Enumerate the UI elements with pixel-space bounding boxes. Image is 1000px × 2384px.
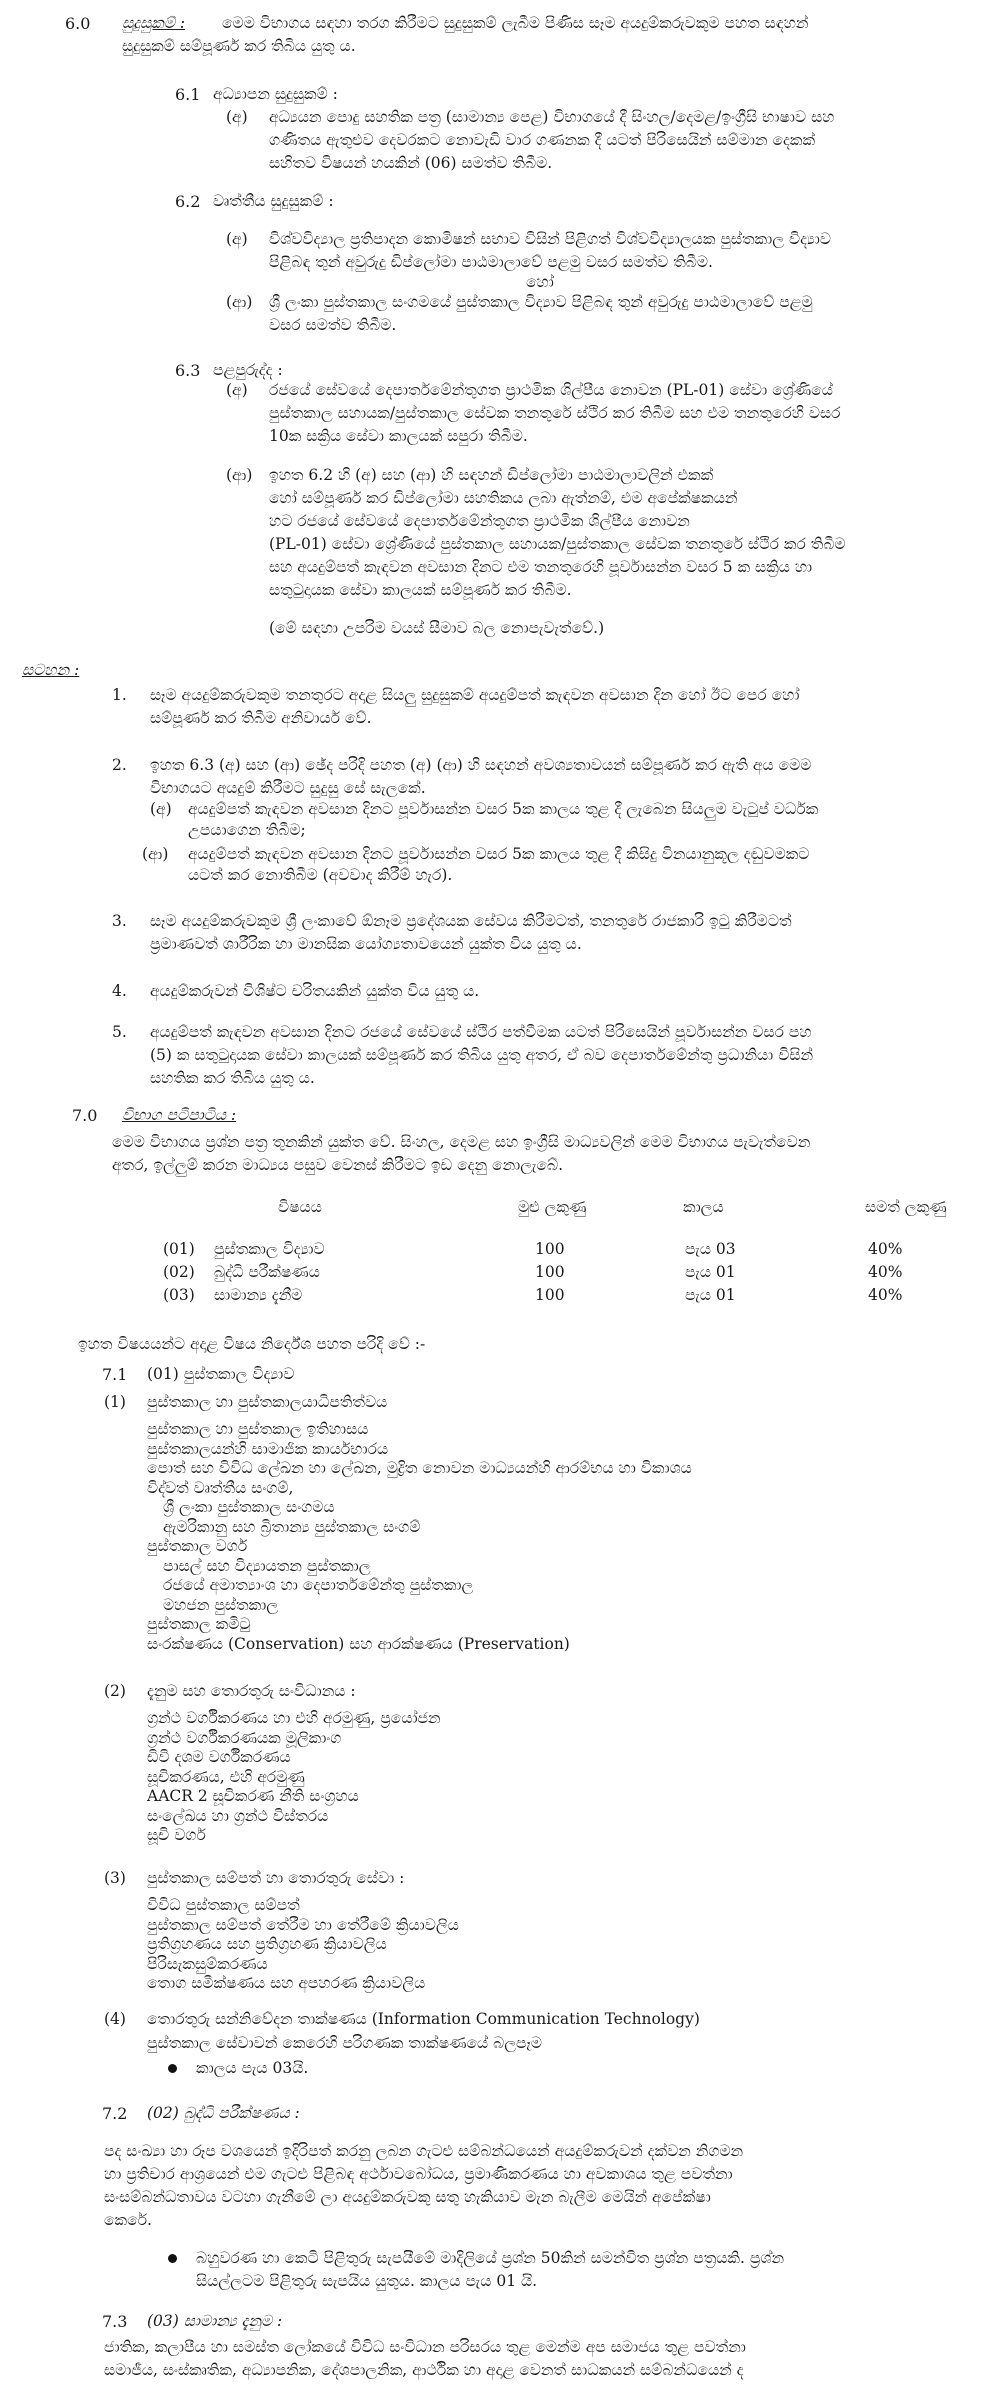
syllabus-item: පුස්තකාල වර්ග bbox=[147, 1537, 248, 1555]
note-line: අයදුම්කරුවන් විශිෂ්ට චරිතයකින් යුක්ත විය යුතු ය. bbox=[150, 982, 480, 1000]
group-number: (4) bbox=[104, 2010, 126, 2028]
column-header: සමත් ලකුණු bbox=[865, 1198, 947, 1216]
group-number: (2) bbox=[104, 1682, 126, 1700]
subject-number: (02) bbox=[163, 1263, 195, 1281]
note-line: සහතික කර තිබිය යුතු ය. bbox=[150, 1069, 315, 1087]
note-sub-line: උපයාගෙන තිබීම; bbox=[188, 821, 306, 839]
item-label: (අ) bbox=[226, 381, 248, 399]
section-7-intro-line: අතර, ඉල්ලුම් කරන මාධ්‍යය පසුව වෙනස් කිරීමට ඉඩ දෙනු නොලැබේ. bbox=[112, 1156, 563, 1174]
section-7-2-line: සංසම්බන්ධතාවය වටහා ගැනීමේ ලා අයදුම්කරුවකු සතු හැකියාව මැන බැලීම මෙයින් අපේක්ෂා bbox=[104, 2188, 711, 2206]
section-7-2-line: පද සංඛ්‍යා හා රූප වශයෙන් ඉදිරිපත් කරනු ලබන ගැටළු සම්බන්ධයෙන් අයදුම්කරුවන් දක්වන නිගමන bbox=[104, 2142, 744, 2160]
section-6-3-a-line: පුස්තකාල සහායක/පුස්තකාල සේවක තනතුරේ ස්ථිර කර තිබීම සහ එම තනතුරෙහි වසර bbox=[269, 404, 841, 422]
column-header: කාලය bbox=[683, 1198, 724, 1216]
group-title: තොරතුරු සන්නිවේදන තාක්ෂණය (Information Communication Technology) bbox=[147, 2010, 700, 2028]
total-marks: 100 bbox=[535, 1286, 565, 1304]
section-6-3-aa-line: හට රජයේ සේවයේ දෙපාර්තමේන්තුගත ප්‍රාථමික ශිල්පීය නොවන bbox=[269, 512, 690, 530]
syllabus-item: රජයේ අමාත්‍යාංශ හා දෙපාර්තමේන්තු පුස්තකාල bbox=[163, 1576, 474, 1594]
subject-number: (01) bbox=[163, 1240, 195, 1258]
note-line: සෑම අයදුම්කරුවකුම ශ්‍රී ලංකාවේ ඕනෑම ප්‍රදේශයක සේවය කිරීමටත්, තනතුරේ රාජකාරි ඉටු කිරීමටත් bbox=[150, 912, 792, 930]
section-6-3-a-line: 10ක සක්‍රිය සේවා කාලයක් සපුරා තිබීම. bbox=[269, 427, 528, 445]
or-separator: හෝ bbox=[526, 273, 554, 291]
syllabus-item: සංරක්ෂණය (Conservation) සහ ආරක්ෂණය (Preservation) bbox=[147, 1634, 570, 1653]
syllabus-item: පුස්තකාලයන්හි සාමාජික කාර්යභාරය bbox=[147, 1439, 389, 1458]
item-label: (ආ) bbox=[226, 293, 253, 311]
note-line: ඉහත 6.3 (අ) සහ (ආ) ඡේද පරිදි පහත (අ) (ආ) හි සඳහන් අවශ්‍යතාවයන් සම්පූර්ණ කර ඇති අය මෙම bbox=[150, 756, 812, 774]
group-title: පුස්තකාල සම්පත් හා තොරතුරු සේවා : bbox=[147, 1869, 405, 1887]
note-number: 2. bbox=[112, 756, 127, 774]
item-label: (ආ) bbox=[226, 466, 253, 484]
section-6-3-heading: පළපුරුද්ද : bbox=[213, 361, 283, 379]
section-6-1-line: ගණිතය ඇතුළුව දෙවරකට නොවැඩි වාර ගණනක දී යටත් පිරිසෙයින් සම්මාන දෙකක් bbox=[269, 131, 816, 149]
syllabus-item: ග්‍රන්ථ වර්ගීකරණයක මූලිකාංග bbox=[147, 1728, 342, 1747]
syllabus-item: මහජන පුස්තකාල bbox=[163, 1595, 279, 1614]
section-7-2-line: හා ප්‍රතිචාර ආශ්‍රයෙන් එම ගැටළු පිළිබඳ අර්ථාවබෝධය, ප්‍රමාණිකරණය හා අවකාශය තුළ පවත්නා bbox=[104, 2165, 733, 2183]
syllabus-item: සංලේඛය හා ග්‍රන්ථ විස්තරය bbox=[147, 1806, 329, 1825]
total-marks: 100 bbox=[535, 1263, 565, 1281]
bullet-icon bbox=[168, 2064, 177, 2073]
syllabus-item: පුස්තකාල සම්පත් තේරීම හා තේරීමේ ක්‍රියාවලිය bbox=[147, 1915, 459, 1934]
bullet-icon bbox=[168, 2254, 177, 2263]
section-7-1-number: 7.1 bbox=[102, 1365, 128, 1384]
section-7-3-line: සමාජීය, සංස්කෘතික, අධ්‍යාපනික, දේශපාලනික, ආර්ථික හා අදාළ වෙනත් සාධකයන් සම්බන්ධයෙන් ද bbox=[104, 2361, 744, 2379]
pass-mark: 40% bbox=[868, 1240, 903, 1258]
section-7-2-number: 7.2 bbox=[102, 2104, 128, 2123]
section-7-intro-line: මෙම විභාගය ප්‍රශ්න පත්‍ර තුනකින් යුක්ත වේ. සිංහල, දෙමළ සහ ඉංග්‍රීසි මාධ්‍යවලින් මෙම විභාගය පැවැත්වෙන bbox=[112, 1133, 811, 1151]
note-line: සම්පූර්ණ කර තිබීම අනිවාර්ය වේ. bbox=[150, 709, 372, 727]
section-6-1-heading: අධ්‍යාපන සුදුසුකම් : bbox=[213, 85, 338, 103]
note-sub-line: යටත් කර නොතිබීම (අවවාද කිරීම් හැර). bbox=[188, 866, 453, 884]
section-6-2-aa-line: ශ්‍රී ලංකා පුස්තකාල සංගමයේ පුස්තකාල විද්‍යාව පිළිබඳ තුන් අවුරුදු පාඨමාලාවේ පළමු bbox=[269, 293, 813, 311]
section-6-1-line: අධ්‍යයන පොදු සහතික පත්‍ර (සාමාන්‍ය පෙළ) විභාගයේ දී සිංහල/දෙමළ/ඉංග්‍රීසි භාෂාව සහ bbox=[269, 108, 835, 126]
syllabus-item: තොග සමීක්ෂණය සහ අපහරණ ක්‍රියාවලිය bbox=[147, 1974, 426, 1992]
subject-name: බුද්ධි පරීක්ෂණය bbox=[214, 1263, 320, 1281]
section-6-3-aa-line: (PL-01) සේවා ශ්‍රේණියේ පුස්තකාල සහායක/පුස්තකාල සේවක තනතුරේ ස්ථිර කර තිබීම bbox=[269, 535, 846, 553]
syllabus-item: පුස්තකාල හා පුස්තකාල ඉතිහාසය bbox=[147, 1420, 369, 1438]
syllabus-item: ප්‍රතිග්‍රහණය සහ ප්‍රතිග්‍රහණ ක්‍රියාවලිය bbox=[147, 1935, 387, 1953]
syllabus-item: ඩිවි දශම වර්ගීකරණය bbox=[147, 1748, 291, 1766]
syllabus-item: සූචිකරණය, එහි අරමුණු bbox=[147, 1767, 305, 1786]
section-6-1-line: සහිතව විෂයන් හයකින් (06) සමත්ව තිබීම. bbox=[269, 154, 553, 172]
note-number: 1. bbox=[112, 686, 127, 704]
item-label: (අ) bbox=[150, 800, 172, 818]
item-label: (අ) bbox=[226, 230, 248, 248]
note-sub-line: අයදුම්පත් කැඳවන අවසාන දිනට පූර්වාසන්න වසර 5ක කාලය තුළ දී ලැබෙන සියලුම වැටුප් වර්ධක bbox=[188, 800, 819, 818]
duration: පැය 01 bbox=[685, 1286, 736, 1304]
section-7-3-heading: (03) සාමාන්‍ය දැනුම : bbox=[147, 2312, 283, 2330]
section-6-2-number: 6.2 bbox=[175, 192, 201, 211]
section-7-3-number: 7.3 bbox=[102, 2312, 128, 2331]
duration: පැය 03 bbox=[685, 1240, 736, 1258]
syllabus-item: විවිධ පුස්තකාල සම්පත් bbox=[147, 1896, 300, 1914]
section-6-2-a-line: විශ්වවිද්‍යාල ප්‍රතිපාදන කොමිෂන් සභාව විසින් පිළිගත් විශ්වවිද්‍යාලයක පුස්තකාල විද්‍යාව bbox=[269, 230, 831, 248]
note-sub-line: අයදුම්පත් කැඳවන අවසාන දිනට පූර්වාසන්න වසර 5ක කාලය තුළ දී කිසිදු විනයානුකූල දඬුවමකට bbox=[188, 845, 810, 863]
notes-heading: සටහන : bbox=[22, 661, 80, 679]
item-label: (ආ) bbox=[142, 845, 169, 863]
subject-name: පුස්තකාල විද්‍යාව bbox=[214, 1240, 325, 1258]
section-7-3-line: ජාතික, කලාපීය හා සමස්ත ලෝකයේ විවිධ සංවිධාන පරිසරය තුළ මෙන්ම අප සමාජය තුළ පවත්නා bbox=[104, 2338, 746, 2356]
group-number: (3) bbox=[104, 1869, 126, 1887]
section-6-3-number: 6.3 bbox=[175, 361, 201, 380]
section-6-intro-line: සුදුසුකම් සම්පූර්ණ කර තිබිය යුතු ය. bbox=[122, 37, 356, 55]
subject-number: (03) bbox=[163, 1286, 195, 1304]
section-6-2-a-line: පිළිබඳ තුන් අවුරුදු ඩිප්ලෝමා පාඨමාලාවේ පළමු වසර සමත්ව තිබීම. bbox=[269, 253, 713, 271]
section-6-heading: සුදුසුකම් : bbox=[122, 14, 186, 32]
section-6-2-heading: වෘත්තීය සුදුසුකම් : bbox=[213, 192, 334, 210]
syllabus-item: සූචි වර්ග bbox=[147, 1826, 206, 1844]
note-line: විභාගයට අයදුම් කිරීමට සුදුසු සේ සැලකේ. bbox=[150, 779, 426, 797]
group-number: (1) bbox=[104, 1393, 126, 1411]
group-title: දැනුම සහ තොරතුරු සංවිධානය : bbox=[147, 1682, 356, 1700]
syllabus-item: විද්වත් වෘත්තීය සංගම්, bbox=[147, 1478, 294, 1497]
note-line: ප්‍රමාණවත් ශාරීරික හා මානසික යෝග්‍යතාවයෙන් යුක්ත විය යුතු ය. bbox=[150, 935, 582, 953]
duration: පැය 01 bbox=[685, 1263, 736, 1281]
section-6-number: 6.0 bbox=[65, 14, 91, 33]
syllabus-item: පුස්තකාල කමිටු bbox=[147, 1615, 251, 1633]
pass-mark: 40% bbox=[868, 1263, 903, 1281]
note-line: සෑම අයදුම්කරුවකුම තනතුරට අදාළ සියලු සුදුසුකම් අයදුම්පත් කැඳවන අවසාන දින හෝ ඊට පෙර හෝ bbox=[150, 686, 800, 704]
pass-mark: 40% bbox=[868, 1286, 903, 1304]
section-6-3-aa-line: හෝ සම්පූර්ණ කර ඩිප්ලෝමා සහතිකය ලබා ඇත්නම්, එම අපේක්ෂකයන් bbox=[269, 489, 738, 507]
section-7-heading: විභාග පටිපාටිය : bbox=[122, 1106, 237, 1124]
syllabus-item: පාසල් සහ විද්‍යායතන පුස්තකාල bbox=[163, 1556, 371, 1575]
section-6-2-aa-line: වසර සමත්ව තිබීම. bbox=[269, 316, 397, 334]
section-6-3-aa-line: ඉහත 6.2 හි (අ) සහ (ආ) හි සඳහන් ඩිප්ලෝමා පාඨමාලාවලින් එකක් bbox=[269, 466, 714, 484]
syllabus-item: පිරිසැකසුම්කරණය bbox=[147, 1954, 268, 1973]
item-label: (අ) bbox=[226, 108, 248, 126]
syllabus-item: පොත් සහ විවිධ ලේඛන හා ලේඛන, මුද්‍රිත නොවන මාධ්‍යයන්හි ආරම්භය හා විකාශය bbox=[147, 1459, 692, 1477]
note-line: අයදුම්පත් කැඳවන අවසාන දිනට රජයේ සේවයේ ස්ථිර පත්වීමක යටත් පිරිසෙයින් පූර්වාසන්න වසර පහ bbox=[150, 1023, 812, 1041]
section-7-2-line: කෙරේ. bbox=[104, 2211, 152, 2229]
column-header: මුළු ලකුණු bbox=[518, 1198, 587, 1216]
section-7-2-bullet-line: සියල්ලටම පිළිතුරු සැපයිය යුතුය. කාලය පැය 01 යි. bbox=[196, 2272, 538, 2290]
section-6-3-aa-line: සතුටුදායක සේවා කාලයක් සම්පූර්ණ කර තිබීම. bbox=[269, 581, 572, 599]
paper-duration: කාලය පැය 03යි. bbox=[196, 2059, 309, 2077]
group-title: පුස්තකාල හා පුස්තකාලයාධිපතිත්වය bbox=[147, 1393, 388, 1411]
syllabus-item: ග්‍රන්ථ වර්ගීකරණය හා එහි අරමුණු, ප්‍රයෝජන bbox=[147, 1709, 441, 1727]
section-6-3-aa-line: සහ අයදුම්පත් කැඳවන අවසාන දිනට එම තනතුරෙහි පූර්වාසන්න වසර 5 ක සක්‍රිය හා bbox=[269, 558, 813, 576]
note-number: 5. bbox=[112, 1023, 127, 1041]
syllabus-item: පුස්තකාල සේවාවන් කෙරෙහි පරිගණක තාක්ෂණයේ බලපෑම bbox=[147, 2034, 542, 2052]
subject-name: සාමාන්‍ය දැනීම bbox=[214, 1286, 303, 1304]
note-number: 4. bbox=[112, 982, 127, 1000]
note-number: 3. bbox=[112, 912, 127, 930]
section-7-2-heading: (02) බුද්ධි පරීක්ෂණය : bbox=[147, 2104, 300, 2122]
section-6-intro-line: මෙම විභාගය සඳහා තරග කිරීමට සුදුසුකම් ලැබීම පිණිස සෑම අයදුම්කරුවකුම පහත සඳහන් bbox=[222, 14, 809, 32]
column-header: විෂයය bbox=[278, 1198, 322, 1216]
syllabus-item: ඇමරිකානු සහ බ්‍රිතාන්‍ය පුස්තකාල සංගම් bbox=[163, 1517, 421, 1536]
syllabus-item: AACR 2 සූචිකරණ නීති සංග්‍රහය bbox=[147, 1787, 359, 1805]
age-limit-note: (මේ සඳහා උපරිම වයස් සීමාව බල නොපැවැත්වේ.) bbox=[269, 619, 605, 637]
syllabus-item: ශ්‍රී ලංකා පුස්තකාල සංගමය bbox=[163, 1498, 335, 1516]
section-7-2-bullet-line: බහුවරණ හා කෙටි පිළිතුරු සැපයීමේ මාදිලියේ ප්‍රශ්න 50කින් සමන්විත ප්‍රශ්න පත්‍රයකි. ප්‍රශ්න bbox=[196, 2249, 785, 2267]
syllabus-intro: ඉහත විෂයයන්ට අදාළ විෂය නිර්දේශ පහත පරිදි වේ :- bbox=[78, 1335, 426, 1353]
section-7-number: 7.0 bbox=[72, 1106, 98, 1125]
total-marks: 100 bbox=[535, 1240, 565, 1258]
section-6-1-number: 6.1 bbox=[175, 85, 201, 104]
note-line: (5) ක සතුටුදායක සේවා කාලයක් සම්පූර්ණ කර තිබිය යුතු අතර, ඒ බව දෙපාර්තමේන්තු ප්‍රධානියා විසින් bbox=[150, 1046, 814, 1064]
section-7-1-title: (01) පුස්තකාල විද්‍යාව bbox=[147, 1365, 295, 1383]
section-6-3-a-line: රජයේ සේවයේ දෙපාර්තමේන්තුගත ප්‍රාථමික ශිල්පීය නොවන (PL-01) සේවා ශ්‍රේණියේ bbox=[269, 381, 833, 399]
